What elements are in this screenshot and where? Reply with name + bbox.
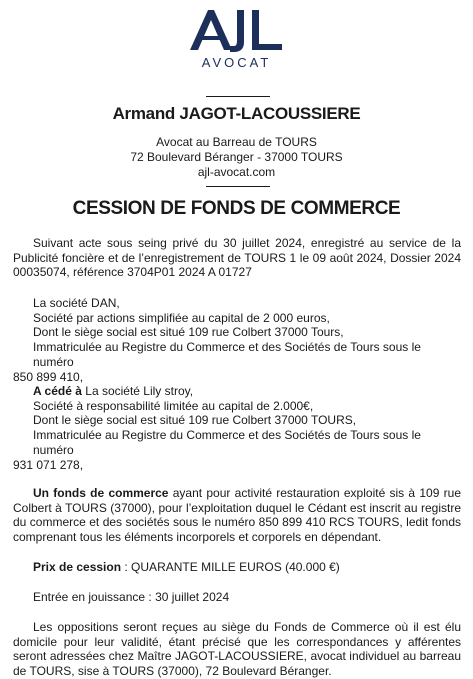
oppositions-paragraph — [13, 620, 461, 679]
lawyer-bar: Avocat au Barreau de TOURS — [156, 135, 317, 149]
divider-bottom — [206, 186, 270, 187]
oppositions-text: Les oppositions seront reçues au siège du Fonds de Commerce où il est élu domicile pour leur validité, étant précisé que les correspondances y afférentes seront adressées chez Maître JAGOT-LACOUSSIERE, avocat individuel au barreau de TOURS, sise à TOURS (37000), 72 Boulevard Béranger. — [13, 620, 461, 679]
seller-registry: Immatriculée au Registre du Commerce et des Sociétés de Tours sous le numéro — [33, 340, 421, 369]
seller-seat: Dont le siège social est situé 109 rue Colbert 37000 Tours, — [33, 325, 344, 340]
buyer-number: 931 071 278, — [13, 457, 84, 472]
lawyer-website: ajl-avocat.com — [197, 165, 276, 179]
law-firm-logo — [0, 6, 473, 70]
seller-number: 850 899 410, — [13, 369, 84, 384]
entry-line — [13, 590, 461, 605]
fonds-description: ayant pour activité restauration exploité sis à 109 rue Colbert à TOURS (37000), pour l’exploitation duquel le Cédant est inscrit au registre du commerce et des sociétés sous le numéro 850 899 410 RCS TOURS, ledit fonds comprenant tous les éléments incorporels et corporels en dépendant. — [13, 486, 461, 545]
buyer-block — [13, 384, 461, 472]
buyer-seat: Dont le siège social est situé 109 rue Colbert 37000 TOURS, — [33, 413, 357, 428]
buyer-registry: Immatriculée au Registre du Commerce et des Sociétés de Tours sous le numéro — [33, 428, 421, 457]
seller-name: La société DAN, — [33, 296, 120, 310]
fonds-paragraph — [13, 486, 461, 545]
intro-paragraph — [13, 236, 461, 280]
seller-block — [13, 296, 461, 384]
lawyer-name: Armand JAGOT-LACOUSSIERE — [112, 104, 361, 123]
fonds-label: Un fonds de commerce — [33, 486, 169, 500]
ajl-monogram-icon — [182, 6, 292, 54]
price-label: Prix de cession — [33, 560, 122, 574]
price-value: : QUARANTE MILLE EUROS (40.000 €) — [124, 560, 340, 574]
buyer-heading — [13, 384, 461, 399]
notice-title: CESSION DE FONDS DE COMMERCE — [72, 198, 401, 219]
fonds-text — [13, 486, 461, 545]
logo-tagline: AVOCAT — [201, 55, 272, 70]
divider-top — [206, 96, 270, 97]
buyer-form: Société à responsabilité limitée au capital de 2.000€, — [33, 398, 314, 413]
buyer-name: La société Lily stroy, — [85, 384, 194, 398]
intro-text: Suivant acte sous seing privé du 30 juillet 2024, enregistré au service de la Publicité foncière et de l’enregistrement de TOURS 1 le 09 août 2024, Dossier 2024 00035074, référence 3704P01 2024 A 01727 — [13, 236, 461, 280]
ceded-label: A cédé à — [33, 384, 82, 398]
price-line — [13, 560, 461, 575]
entry-text: Entrée en jouissance : 30 juillet 2024 — [33, 590, 230, 604]
seller-form: Société par actions simplifiée au capital de 2 000 euros, — [33, 310, 330, 325]
lawyer-address: 72 Boulevard Béranger - 37000 TOURS — [130, 150, 343, 164]
